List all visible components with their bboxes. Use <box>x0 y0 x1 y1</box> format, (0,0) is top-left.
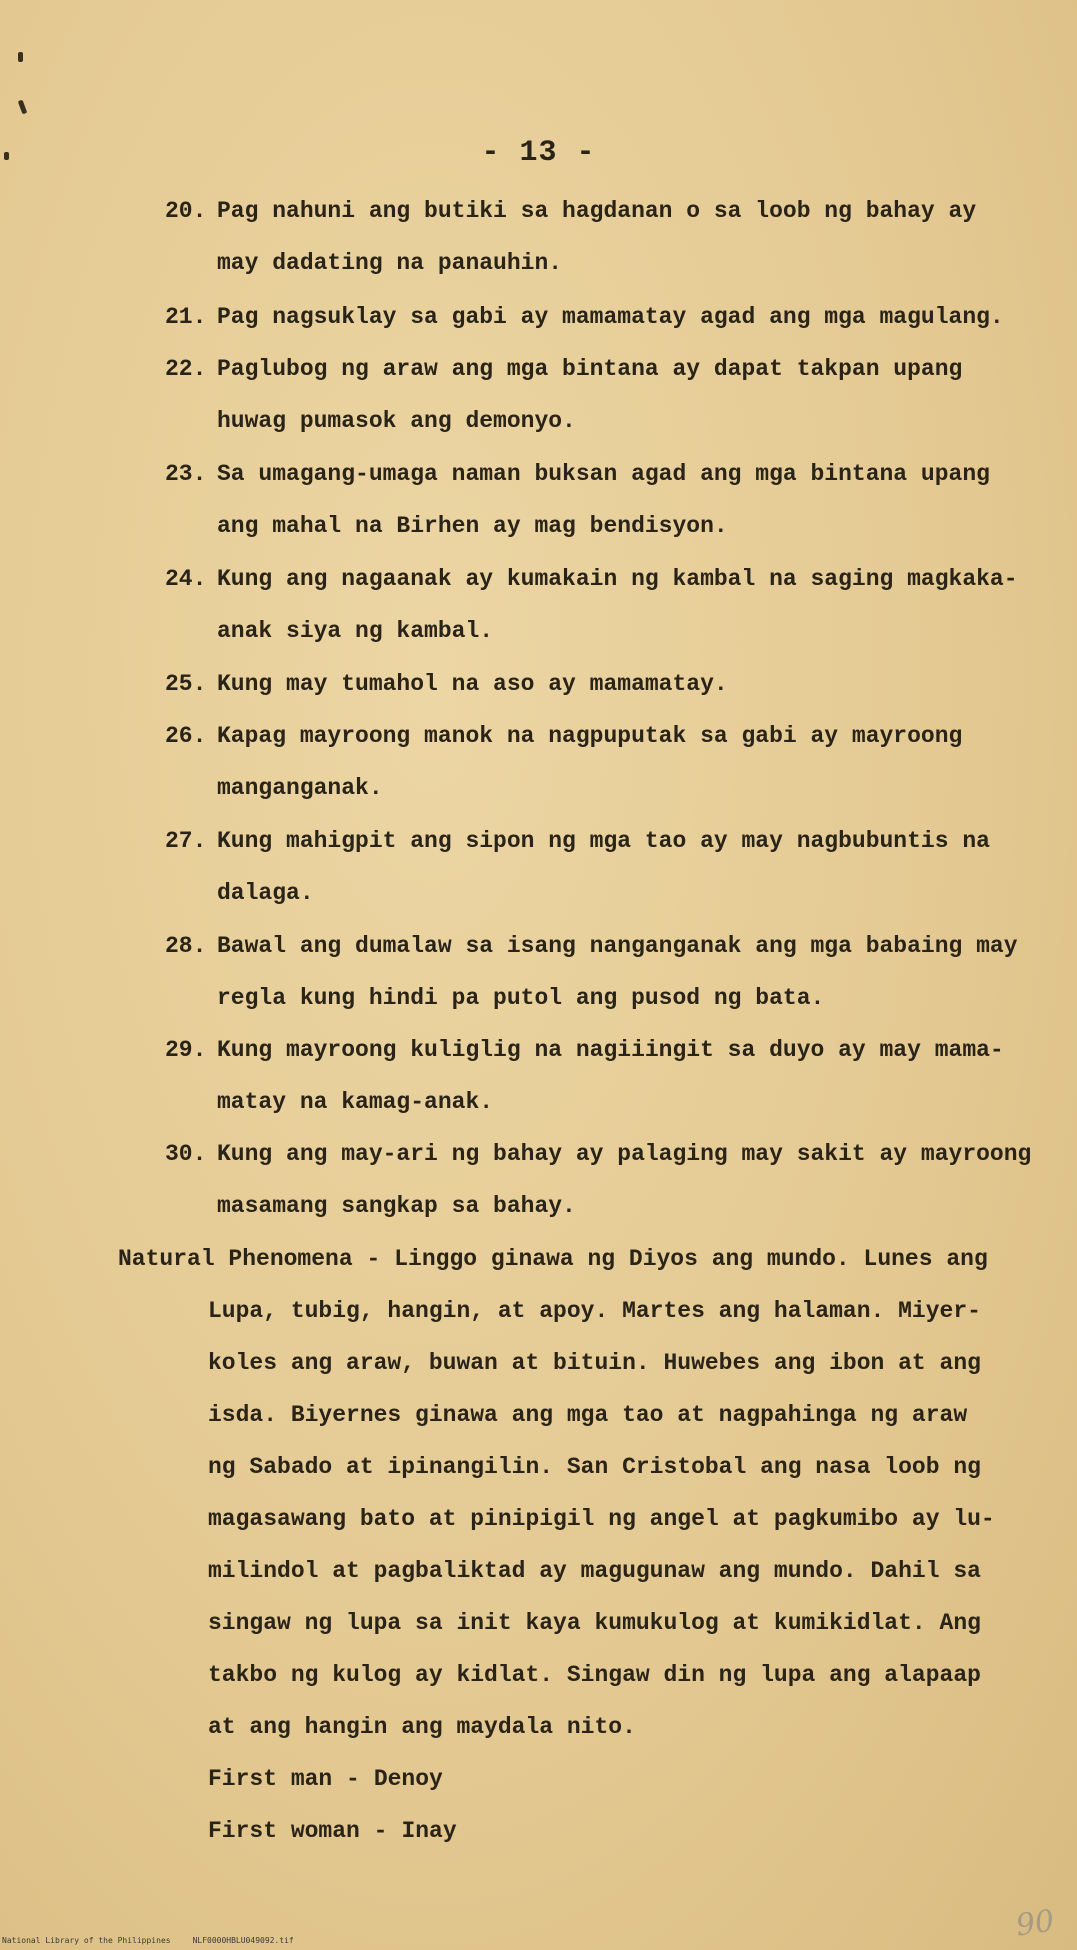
item-text: Kung ang nagaanak ay kumakain ng kambal na saging magkaka- <box>217 566 1018 592</box>
first-man-line <box>208 1764 443 1794</box>
section-heading: Natural Phenomena - <box>118 1246 381 1272</box>
list-item <box>165 669 728 699</box>
item-continuation: masamang sangkap sa bahay. <box>217 1193 576 1219</box>
page-number: - 13 - <box>481 136 596 170</box>
list-item <box>165 354 962 384</box>
item-text: Kung may tumahol na aso ay mamamatay. <box>217 671 728 697</box>
paragraph-line: milindol at pagbaliktad ay magugunaw ang mundo. Dahil sa <box>208 1558 981 1584</box>
list-item <box>165 931 1018 961</box>
item-number: 24. <box>165 566 207 592</box>
item-number: 28. <box>165 933 207 959</box>
item-text: Pag nagsuklay sa gabi ay mamamatay agad ang mga magulang. <box>217 304 1004 330</box>
list-item <box>165 721 962 751</box>
list-item <box>165 196 976 226</box>
item-continuation: manganganak. <box>217 775 383 801</box>
margin-mark <box>18 52 23 62</box>
paragraph-line: ng Sabado at ipinangilin. San Cristobal ang nasa loob ng <box>208 1454 981 1480</box>
paragraph-line: Lupa, tubig, hangin, at apoy. Martes ang halaman. Miyer- <box>208 1298 981 1324</box>
natural-phenomena-paragraph <box>118 1244 988 1274</box>
paragraph-line: magasawang bato at pinipigil ng angel at pagkumibo ay lu- <box>208 1506 995 1532</box>
list-item <box>165 564 1018 594</box>
paragraph-line: isda. Biyernes ginawa ang mga tao at nagpahinga ng araw <box>208 1402 968 1428</box>
library-name: National Library of the Philippines <box>2 1936 171 1945</box>
item-text: Paglubog ng araw ang mga bintana ay dapat takpan upang <box>217 356 963 382</box>
item-number: 26. <box>165 723 207 749</box>
file-name: NLF0000HBLU049092.tif <box>192 1936 294 1945</box>
first-man-value: Denoy <box>373 1766 443 1792</box>
paragraph-line: koles ang araw, buwan at bituin. Huwebes ang ibon at ang <box>208 1350 981 1376</box>
item-continuation: may dadating na panauhin. <box>217 250 563 276</box>
item-number: 27. <box>165 828 207 854</box>
paragraph-line: Linggo ginawa ng Diyos ang mundo. Lunes ang <box>394 1246 988 1272</box>
item-number: 30. <box>165 1141 207 1167</box>
item-continuation: matay na kamag-anak. <box>217 1089 494 1115</box>
item-continuation: ang mahal na Birhen ay mag bendisyon. <box>217 513 728 539</box>
item-number: 21. <box>165 304 207 330</box>
list-item <box>165 302 1004 332</box>
item-number: 23. <box>165 461 207 487</box>
folio-number: 90 <box>1013 1903 1057 1944</box>
item-number: 22. <box>165 356 207 382</box>
list-item <box>165 826 990 856</box>
item-continuation: dalaga. <box>217 880 314 906</box>
list-item <box>165 1035 1004 1065</box>
item-continuation: anak siya ng kambal. <box>217 618 494 644</box>
item-text: Kung mayroong kuliglig na nagiiingit sa duyo ay may mama- <box>217 1037 1004 1063</box>
item-text: Bawal ang dumalaw sa isang nanganganak ang mga babaing may <box>217 933 1018 959</box>
list-item <box>165 459 990 489</box>
paragraph-line: singaw ng lupa sa init kaya kumukulog at kumikidlat. Ang <box>208 1610 981 1636</box>
item-text: Pag nahuni ang butiki sa hagdanan o sa loob ng bahay ay <box>217 198 977 224</box>
item-continuation: huwag pumasok ang demonyo. <box>217 408 576 434</box>
margin-mark <box>18 100 27 115</box>
scan-footer <box>2 1936 316 1945</box>
paragraph-line: at ang hangin ang maydala nito. <box>208 1714 636 1740</box>
list-item <box>165 1139 1031 1169</box>
item-text: Kung ang may-ari ng bahay ay palaging may sakit ay mayroong <box>217 1141 1032 1167</box>
item-number: 29. <box>165 1037 207 1063</box>
item-text: Sa umagang-umaga naman buksan agad ang mga bintana upang <box>217 461 990 487</box>
paragraph-line: takbo ng kulog ay kidlat. Singaw din ng lupa ang alapaap <box>208 1662 981 1688</box>
first-woman-label: First woman - <box>208 1818 388 1844</box>
first-woman-value: Inay <box>401 1818 457 1844</box>
item-continuation: regla kung hindi pa putol ang pusod ng bata. <box>217 985 825 1011</box>
item-number: 20. <box>165 198 207 224</box>
item-number: 25. <box>165 671 207 697</box>
first-woman-line <box>208 1816 457 1846</box>
item-text: Kapag mayroong manok na nagpuputak sa gabi ay mayroong <box>217 723 963 749</box>
item-text: Kung mahigpit ang sipon ng mga tao ay may nagbubuntis na <box>217 828 990 854</box>
first-man-label: First man - <box>208 1766 360 1792</box>
